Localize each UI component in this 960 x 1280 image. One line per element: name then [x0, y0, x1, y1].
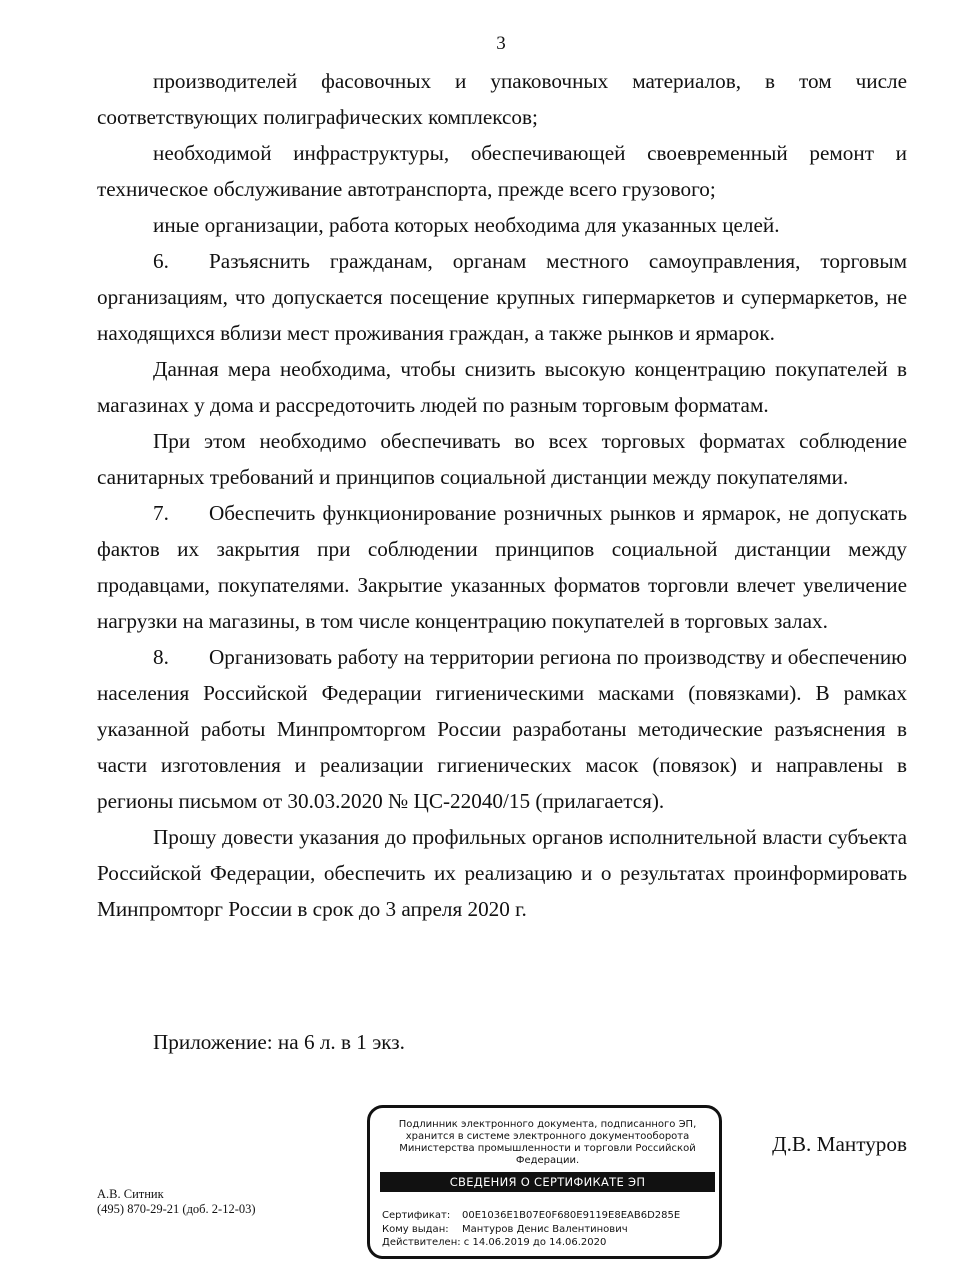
certificate-label: Сертификат:: [382, 1210, 451, 1221]
paragraph: [97, 207, 907, 243]
stamp-details: [382, 1209, 712, 1250]
numbered-paragraph: [97, 495, 907, 639]
numbered-paragraph: [97, 243, 907, 351]
attachment-note: Приложение: на 6 л. в 1 экз.: [153, 1030, 405, 1054]
valid-row: [382, 1236, 712, 1250]
paragraph: [97, 423, 907, 495]
paragraph-text: Разъяснить гражданам, органам местного самоуправления, торговым организациям, что допускается посещение крупных гипермаркетов и супермаркетов, не находящихся вблизи мест проживания граждан, а также рынков и ярмарок.: [97, 249, 907, 345]
paragraph-text: производителей фасовочных и упаковочных материалов, в том числе соответствующих полиграфических комплексов;: [97, 69, 907, 129]
paragraph-text: Прошу довести указания до профильных органов исполнительной власти субъекта Российской Федерации, обеспечить их реализацию и о результатах проинформировать Минпромторг России в срок до 3 апреля 2020 г.: [97, 825, 907, 921]
item-number: 7.: [153, 501, 169, 525]
stamp-header: Подлинник электронного документа, подписанного ЭП, хранится в системе электронного документооборота Министерства промышленности и торговли Российской Федерации.: [398, 1119, 697, 1166]
signer-name: Д.В. Мантуров: [772, 1132, 907, 1156]
valid-value: с 14.06.2019 до 14.06.2020: [463, 1237, 607, 1248]
valid-label: Действителен:: [382, 1237, 461, 1248]
issued-to-value: Мантуров Денис Валентинович: [462, 1223, 628, 1235]
issued-to-row: [382, 1223, 712, 1237]
numbered-paragraph: [97, 639, 907, 819]
paragraph-text: Организовать работу на территории региона по производству и обеспечению населения Российской Федерации гигиеническими масками (повязками). В рамках указанной работы Минпромторгом России разработаны методические разъяснения в части изготовления и реализации гигиенических масок (повязок) и направлены в регионы письмом от 30.03.2020 № ЦС-22040/15 (прилагается).: [97, 645, 907, 813]
letter-body: [97, 63, 907, 927]
executor-phone: (495) 870-29-21 (доб. 2-12-03): [97, 1202, 256, 1216]
paragraph: [97, 351, 907, 423]
paragraph-text: необходимой инфраструктуры, обеспечивающей своевременный ремонт и техническое обслуживание автотранспорта, прежде всего грузового;: [97, 141, 907, 201]
item-number: 8.: [153, 645, 169, 669]
executor-name: А.В. Ситник: [97, 1187, 164, 1201]
stamp-title: СВЕДЕНИЯ О СЕРТИФИКАТЕ ЭП: [380, 1172, 715, 1192]
executor-block: [97, 1187, 256, 1217]
paragraph-text: иные организации, работа которых необходима для указанных целей.: [153, 213, 780, 237]
certificate-row: [382, 1209, 712, 1223]
paragraph-text: При этом необходимо обеспечивать во всех торговых форматах соблюдение санитарных требований и принципов социальной дистанции между покупателями.: [97, 429, 907, 489]
certificate-value: 00E1036E1B07E0F680E9119E8EAB6D285E: [462, 1210, 681, 1221]
paragraph: [97, 135, 907, 207]
electronic-signature-stamp: [367, 1105, 722, 1259]
paragraph: [97, 819, 907, 927]
item-number: 6.: [153, 249, 169, 273]
page-number: 3: [496, 33, 506, 54]
issued-to-label: Кому выдан:: [382, 1223, 449, 1235]
paragraph-text: Данная мера необходима, чтобы снизить высокую концентрацию покупателей в магазинах у дома и рассредоточить людей по разным торговым форматам.: [97, 357, 907, 417]
paragraph: [97, 63, 907, 135]
paragraph-text: Обеспечить функционирование розничных рынков и ярмарок, не допускать фактов их закрытия при соблюдении принципов социальной дистанции между продавцами, покупателями. Закрытие указанных форматов торговли влечет увеличение нагрузки на магазины, в том числе концентрацию покупателей в торговых залах.: [97, 501, 907, 633]
